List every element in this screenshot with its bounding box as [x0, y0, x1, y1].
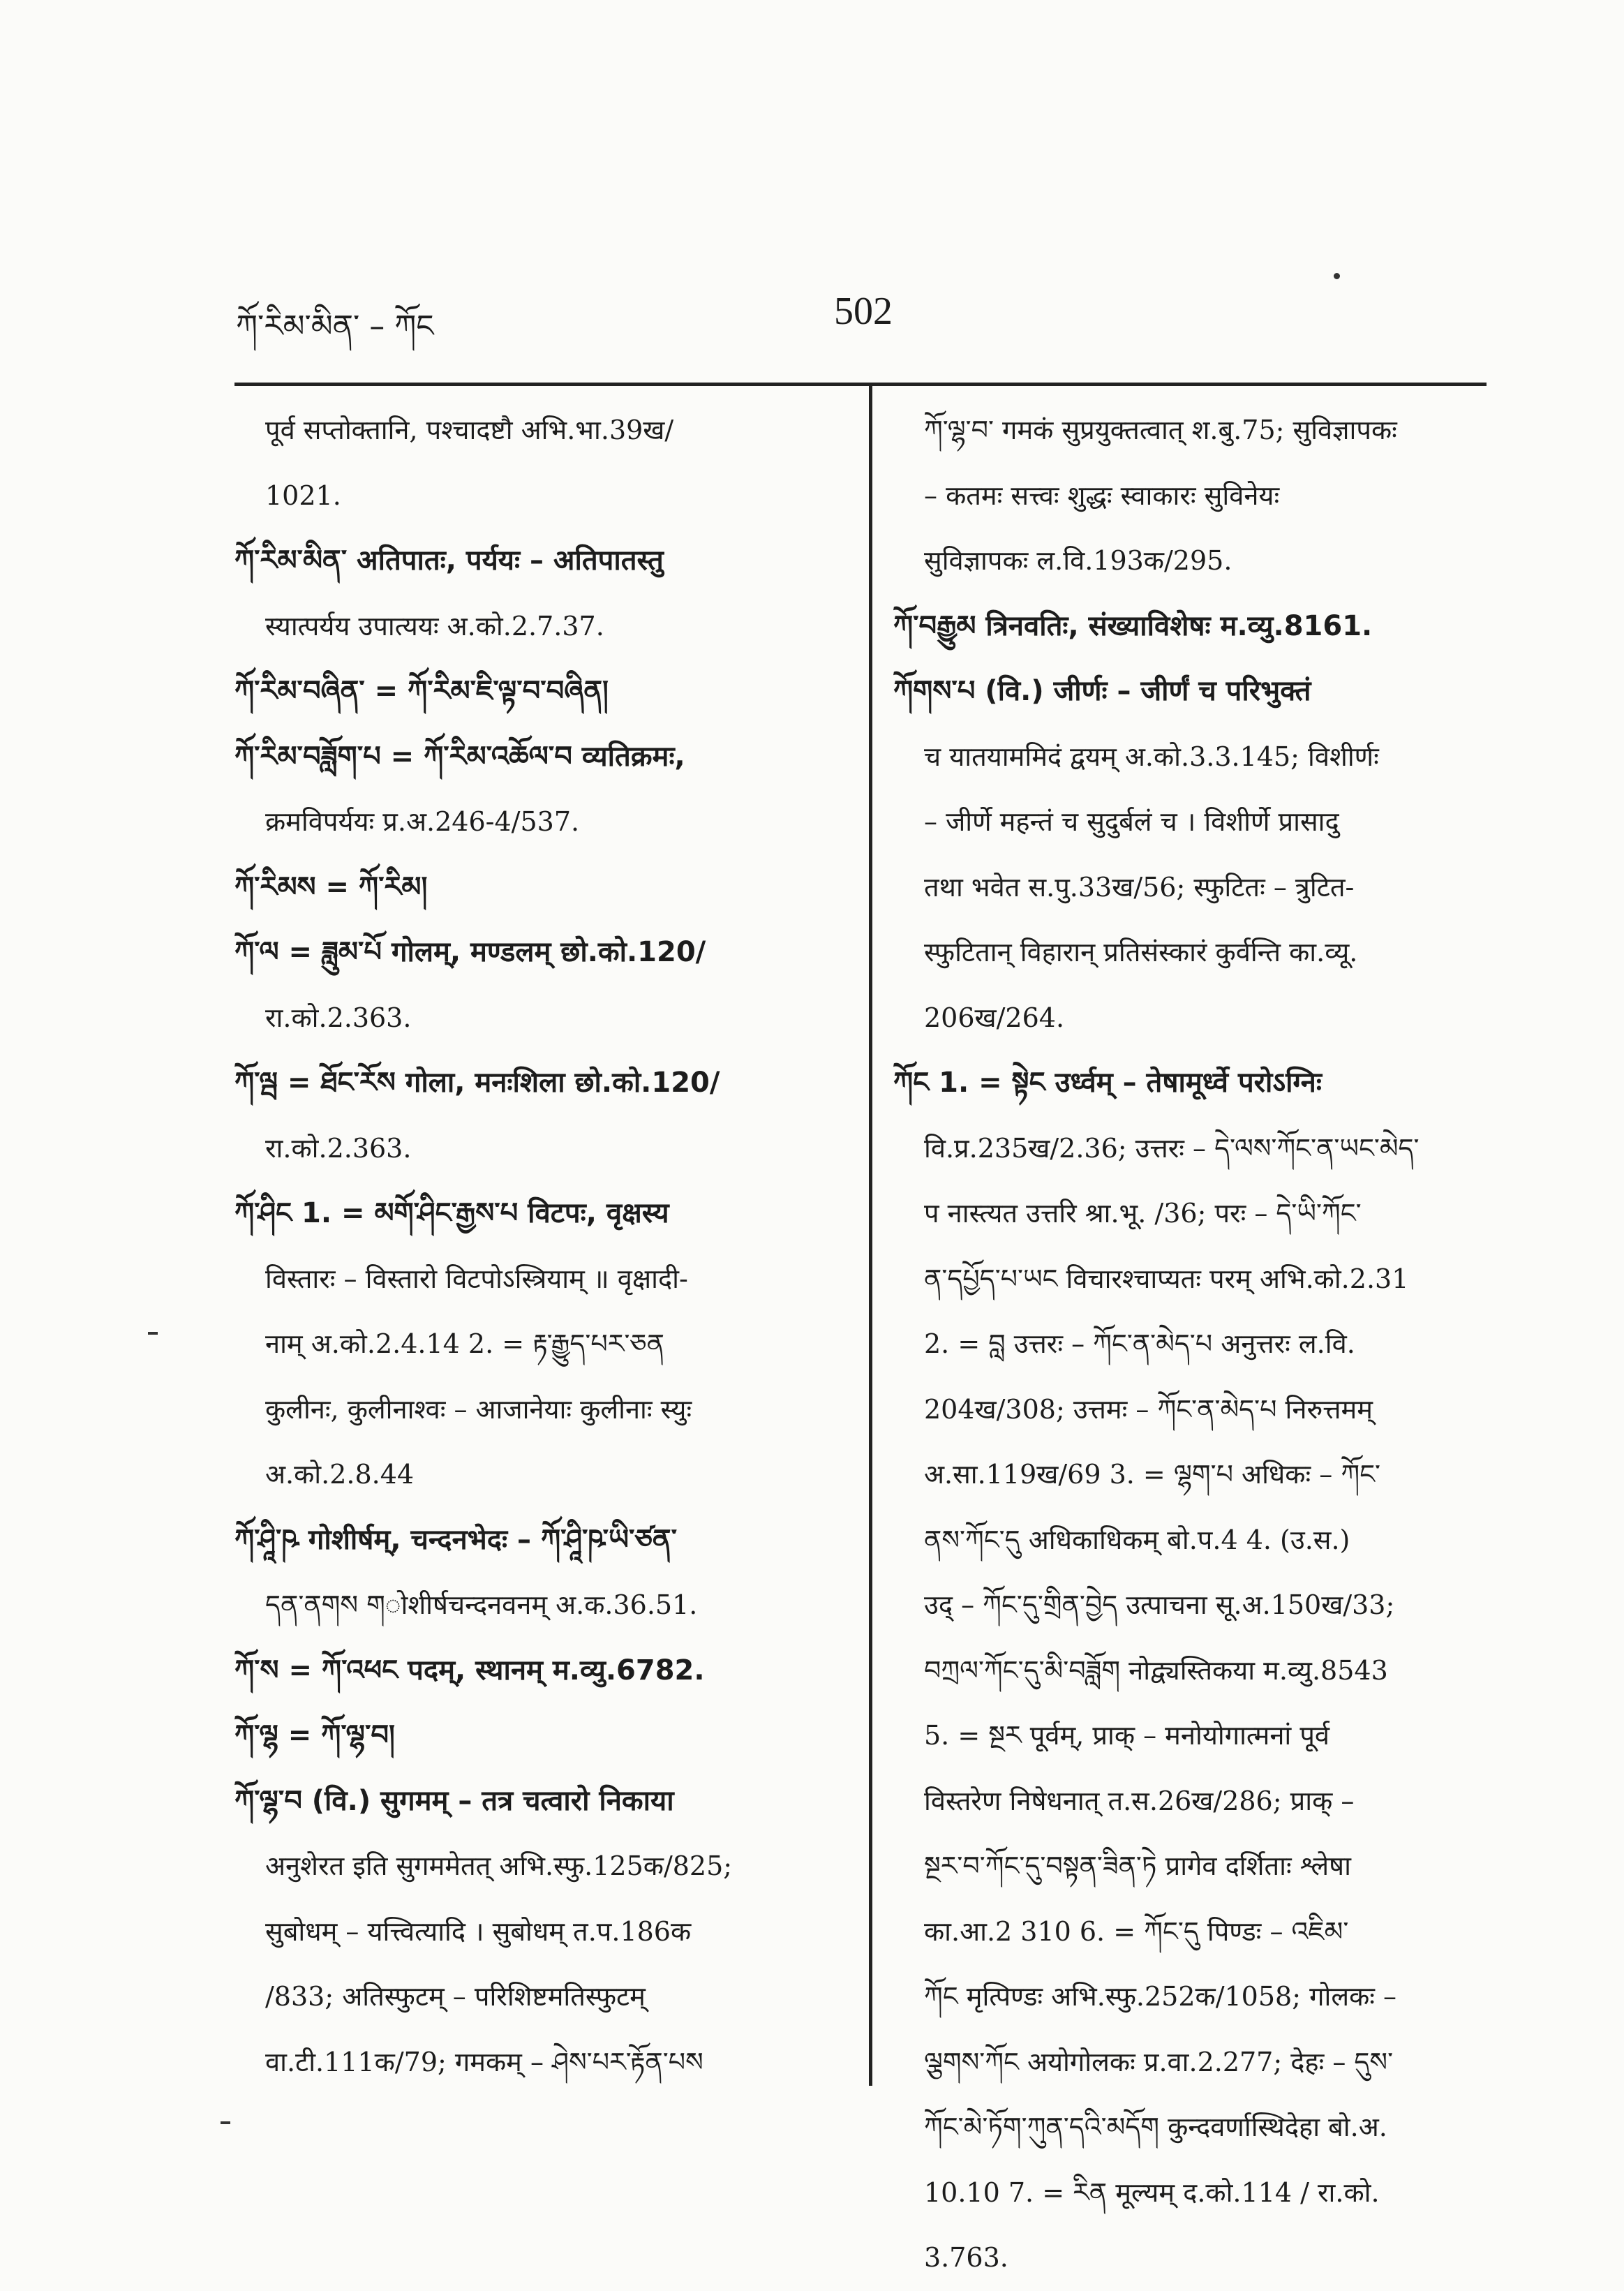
entry-line: ཀོ་ལྷ་བ་ गमकं सुप्रयुक्तत्वात् श.बु.75; सुविज्ञापकः	[924, 415, 1397, 445]
entry-line: – जीर्णे महन्तं च सुदुर्बलं च । विशीर्णे प्रासादु	[924, 806, 1339, 837]
entry-line: ཀོ་ས = ཀོ་འཕང पदम्, स्थानम् म.व्यु.6782.	[234, 1654, 705, 1686]
entry-line: – कतमः सत्त्वः शुद्धः स्वाकारः सुविनेयः	[924, 480, 1280, 511]
entry-line: पूर्व सप्तोक्तानि, पश्चादष्टौ अभि.भा.39ख/	[265, 415, 674, 445]
page-number: 502	[834, 290, 893, 333]
entry-line: ཀོང मृत्पिण्डः अभि.स्फु.252क/1058; गोलकः –	[924, 1981, 1397, 2012]
entry-line: ཀོ་བརྒྱུམ त्रिनवतिः, संख्याविशेषः म.व्यु.8161.	[893, 609, 1373, 642]
entry-line: ཀོ་ལྷ་བ (वि.) सुगमम् – तत्र चत्वारो निकाया	[234, 1784, 674, 1817]
header-rule	[234, 383, 1487, 386]
entry-line: वा.टी.111क/79; गमकम् – ཤེས་པར་རྟོན་པས	[265, 2046, 703, 2077]
entry-line: ཀོ་ལྦ = ཐོང་རོས गोला, मनःशिला छो.को.120/	[234, 1067, 720, 1099]
right-column	[893, 398, 1487, 2291]
entry-line: ཀོ་ལྷ = ཀོ་ལྷ་བ།	[234, 1719, 395, 1751]
entry-line: विस्तरेण निषेधनात् त.स.26ख/286; प्राक् –	[924, 1785, 1355, 1816]
entry-line: ཀོ་རིམས = ཀོ་རིམ།	[234, 870, 428, 903]
entry-line: ཀོང་མེ་ཏོག་ཀུན་དའི་མདོག कुन्दवर्णास्थिदेहा बो.अ.	[924, 2112, 1387, 2142]
entry-line: ཀོ་ཤིང 1. = མགོ་ཤིང་རྒྱས་པ विटपः, वृक्षस्य	[234, 1197, 669, 1229]
entry-line: 3.763.	[924, 2242, 1008, 2273]
entry-line: /833; अतिस्फुटम् – परिशिष्टमतिस्फुटम्	[265, 1981, 646, 2012]
entry-line: अ.सा.119ख/69 3. = ལྷག་པ अधिकः – ཀོང་	[924, 1459, 1380, 1490]
entry-line: उद् – ཀོང་དུ་གྲིན་བྱེད उत्पाचना सू.अ.150ख/33;	[924, 1589, 1395, 1620]
left-column	[234, 398, 849, 2095]
column-divider	[869, 383, 872, 2086]
entry-line: वि.प्र.235ख/2.36; उत्तरः – དེ་ལས་ཀོང་ན་ཡང་མེད་	[924, 1132, 1420, 1164]
entry-line: क्रमविपर्ययः प्र.अ.246-4/537.	[265, 806, 580, 837]
entry-line: 10.10 7. = རིན मूल्यम् द.को.114 / रा.को.	[924, 2177, 1380, 2208]
running-head: ཀོ་རིམ་མིན་ – ཀོང	[236, 309, 434, 344]
entry-line: 2. = བླ उत्तरः – ཀོང་ན་མེད་པ अनुत्तरः ल.वि.	[924, 1328, 1355, 1359]
entry-line: ཀོ་ཤཱི་ཥ गोशीर्षम्, चन्दनभेदः – ཀོ་ཤཱི་ཥ་ཡི་ཙན་	[234, 1523, 677, 1556]
entry-line: 204ख/308; उत्तमः – ཀོང་ན་མེད་པ निरुत्तमम्	[924, 1393, 1373, 1425]
entry-line: ལྕགས་ཀོང अयोगोलकः प्र.वा.2.277; देहः – དུས་	[924, 2046, 1394, 2077]
entry-line: ནས་ཀོང་དུ अधिकाधिकम् बो.प.4 4. (उ.स.)	[924, 1524, 1350, 1555]
entry-line: सुबोधम् – यत्त्वित्यादि । सुबोधम् त.प.186क	[265, 1915, 692, 1947]
entry-line: कुलीनः, कुलीनाश्वः – आजानेयाः कुलीनाः स्युः	[265, 1393, 692, 1425]
margin-mark	[148, 1332, 158, 1335]
entry-line: དན་ནགས གोशीर्षचन्दनवनम् अ.क.36.51.	[265, 1589, 698, 1620]
entry-line: विस्तारः – विस्तारो विटपोऽस्त्रियाम् ॥ वृक्षादी-	[265, 1263, 688, 1294]
entry-line: स्फुटितान् विहारान् प्रतिसंस्कारं कुर्वन्ति का.व्यू.	[924, 937, 1358, 967]
entry-line: नाम् अ.को.2.4.14 2. = རྟ་རྒྱུད་པར་ཅན	[265, 1328, 664, 1359]
entry-line: ཀོང 1. = སྟེང उर्ध्वम् – तेषामूर्ध्वे परोऽग्निः	[893, 1067, 1322, 1099]
entry-line: स्यात्पर्यय उपात्ययः अ.को.2.7.37.	[265, 610, 604, 642]
entry-line: སྔར་བ་ཀོང་དུ་བསྟན་ཟིན་ཏེ प्रागेव दर्शिताः श्लेषा	[924, 1851, 1351, 1881]
entry-line: ཀོགས་པ (वि.) जीर्णः – जीर्णं च परिभुक्तं	[893, 675, 1311, 707]
entry-line: अनुशेरत इति सुगममेतत् अभि.स्फु.125क/825;	[265, 1851, 733, 1881]
entry-line: 1021.	[265, 480, 341, 511]
entry-line: ཀོ་རིམ་བཞིན་ = ཀོ་རིམ་ཇི་ལྟ་བ་བཞིན།	[234, 675, 609, 707]
entry-line: सुविज्ञापकः ल.वि.193क/295.	[924, 545, 1232, 576]
entry-line: प नास्त्यत उत्तरि श्रा.भू. /36; परः – དེ་ཡི་ཀོང་	[924, 1198, 1362, 1229]
entry-line: रा.को.2.363.	[265, 1002, 412, 1033]
entry-line: 206ख/264.	[924, 1002, 1065, 1033]
entry-line: तथा भवेत स.पु.33ख/56; स्फुटितः – त्रुटित-	[924, 871, 1355, 903]
entry-line: ན་དཔྱོད་པ་ཡང विचारश्चाप्यतः परम् अभि.को.2.31	[924, 1263, 1409, 1294]
entry-line: བཀྲལ་ཀོང་དུ་མི་བཟློག नोद्व्यस्तिकया म.व्यु.8543	[924, 1654, 1388, 1686]
margin-mark	[221, 2121, 230, 2124]
entry-line: रा.को.2.363.	[265, 1132, 412, 1164]
entry-line: ཀོ་ལ = ཟླུམ་པོ गोलम्, मण्डलम् छो.को.120/	[234, 936, 706, 968]
entry-line: का.आ.2 310 6. = ཀོང་དུ पिण्डः – འཇིམ་	[924, 1915, 1349, 1947]
entry-line: च यातयाममिदं द्वयम् अ.को.3.3.145; विशीर्णः	[924, 741, 1379, 772]
speck-mark	[1334, 273, 1340, 279]
entry-line: 5. = སྔར पूर्वम्, प्राक् – मनोयोगात्मनां पूर्व	[924, 1720, 1330, 1751]
entry-line: ཀོ་རིམ་བཟློག་པ = ཀོ་རིམ་འཆོལ་བ व्यतिक्रमः,	[234, 740, 685, 773]
entry-line: अ.को.2.8.44	[265, 1459, 415, 1490]
entry-line: ཀོ་རིམ་མིན་ अतिपातः, पर्ययः – अतिपातस्तु	[234, 544, 664, 577]
